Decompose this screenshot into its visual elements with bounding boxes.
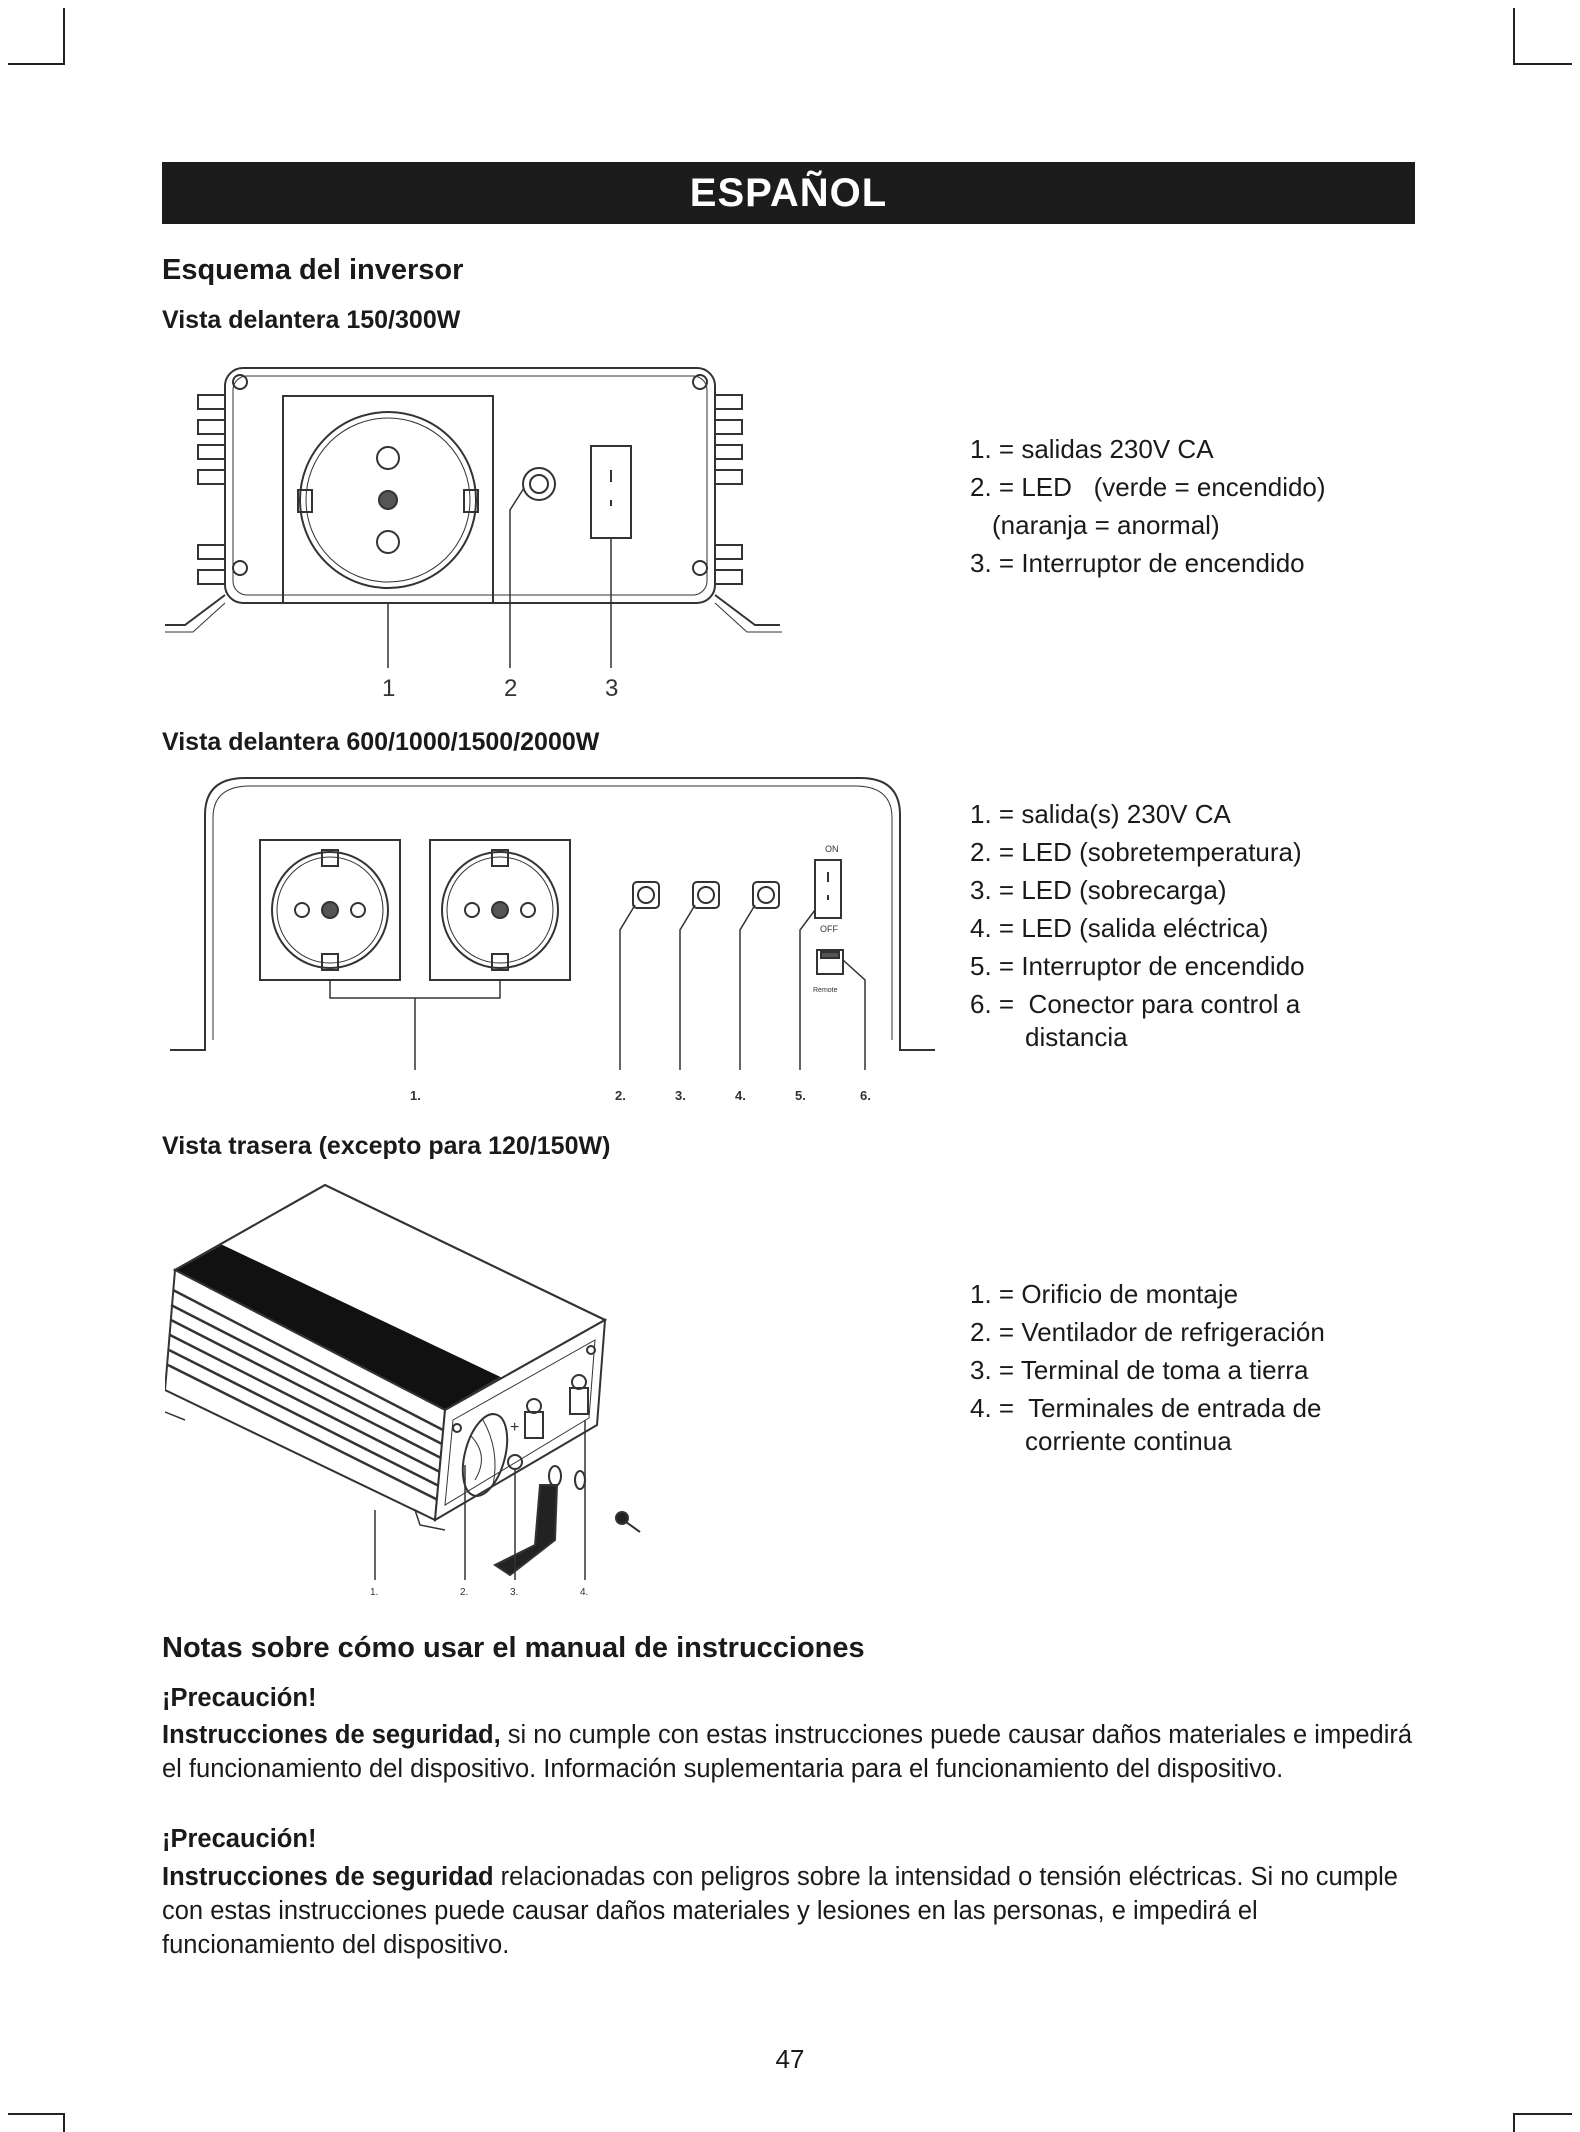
crop-mark-top-left bbox=[0, 0, 80, 80]
legend-front-view-small bbox=[970, 430, 1326, 582]
callout-label: 1. bbox=[410, 1088, 421, 1103]
legend-item: 1. = Orificio de montaje bbox=[970, 1279, 1239, 1309]
heading-front-view-large: Vista delantera 600/1000/1500/2000W bbox=[162, 728, 600, 756]
legend-item: 4. = LED (salida eléctrica) bbox=[970, 913, 1269, 943]
section-title-manual-notes: Notas sobre cómo usar el manual de instrucciones bbox=[162, 1632, 865, 1664]
callout-label: 6. bbox=[860, 1088, 871, 1103]
callout-label: 2. bbox=[615, 1088, 626, 1103]
crop-mark-bottom-right bbox=[1500, 2100, 1580, 2132]
caution-label: ¡Precaución! bbox=[162, 1825, 317, 1853]
callout-label: 3 bbox=[605, 675, 619, 702]
safety-paragraph-2 bbox=[162, 1860, 1422, 1962]
callout-label: 4. bbox=[735, 1088, 746, 1103]
callout-label: 5. bbox=[795, 1088, 806, 1103]
legend-rear-view bbox=[970, 1275, 1325, 1455]
callout-label: 1 bbox=[382, 675, 396, 702]
callout-label: 3. bbox=[675, 1088, 686, 1103]
bold-lead: Instrucciones de seguridad bbox=[162, 1863, 494, 1891]
crop-mark-top-right bbox=[1500, 0, 1580, 80]
legend-item: 3. = LED (sobrecarga) bbox=[970, 875, 1227, 905]
language-header: ESPAÑOL bbox=[162, 162, 1415, 224]
bold-lead: Instrucciones de seguridad, bbox=[162, 1721, 501, 1749]
legend-item: distancia bbox=[1025, 1022, 1128, 1052]
paragraph-text: relacionadas con peligros sobre la intensidad o tensión eléctricas. Si no cumple con estas instrucciones puede causar daños materiales y lesiones en las personas, e impedirá el funcionamiento del dispositivo. bbox=[162, 1863, 1398, 1959]
legend-item: 3. = Interruptor de encendido bbox=[970, 548, 1305, 578]
callout-label: 3. bbox=[510, 1587, 519, 1598]
front-view-small-diagram bbox=[165, 350, 795, 710]
crop-mark-bottom-left bbox=[0, 2100, 80, 2132]
svg-text:OFF: OFF bbox=[820, 924, 838, 934]
legend-item: 3. = Terminal de toma a tierra bbox=[970, 1355, 1309, 1385]
legend-item: (naranja = anormal) bbox=[992, 510, 1220, 540]
svg-text:ON: ON bbox=[825, 844, 839, 854]
legend-item: 2. = Ventilador de refrigeración bbox=[970, 1317, 1325, 1347]
page-number: 47 bbox=[775, 2044, 805, 2074]
callout-label: 1. bbox=[370, 1587, 379, 1598]
callout-label: 2. bbox=[460, 1587, 469, 1598]
svg-text:+: + bbox=[510, 1419, 520, 1436]
section-title-inverter-schema: Esquema del inversor bbox=[162, 254, 464, 286]
caution-label: ¡Precaución! bbox=[162, 1684, 317, 1712]
paragraph-text: si no cumple con estas instrucciones puede causar daños materiales e impedirá el funcionamiento del dispositivo. Información suplementaria para el funcionamiento del dispositivo. bbox=[162, 1721, 1413, 1783]
safety-paragraph-1 bbox=[162, 1718, 1422, 1786]
legend-front-view-large bbox=[970, 795, 1305, 1051]
heading-rear-view: Vista trasera (excepto para 120/150W) bbox=[162, 1132, 611, 1160]
legend-item: 2. = LED (verde = encendido) bbox=[970, 472, 1326, 502]
svg-text:Remote: Remote bbox=[813, 987, 838, 994]
rear-view-diagram bbox=[165, 1180, 665, 1600]
legend-item: 5. = Interruptor de encendido bbox=[970, 951, 1305, 981]
legend-item: 6. = Conector para control a bbox=[970, 989, 1301, 1019]
legend-item: 4. = Terminales de entrada de bbox=[970, 1393, 1322, 1423]
legend-item: 1. = salida(s) 230V CA bbox=[970, 799, 1231, 829]
legend-item: 1. = salidas 230V CA bbox=[970, 434, 1214, 464]
heading-front-view-small: Vista delantera 150/300W bbox=[162, 306, 461, 334]
callout-label: 2 bbox=[504, 675, 518, 702]
callout-label: 4. bbox=[580, 1587, 589, 1598]
legend-item: corriente continua bbox=[1025, 1426, 1232, 1456]
front-view-large-diagram bbox=[165, 770, 955, 1115]
legend-item: 2. = LED (sobretemperatura) bbox=[970, 837, 1302, 867]
